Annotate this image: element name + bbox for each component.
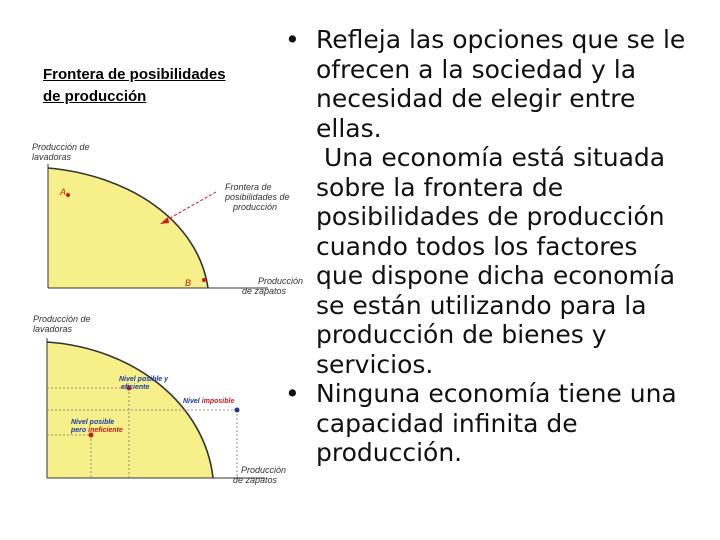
- impossible-point: [235, 408, 240, 413]
- bottom-x-axis-label: Producción de zapatos: [233, 465, 287, 485]
- label-inefficient: Nivel posible pero ineficiente: [71, 419, 123, 434]
- bullet-dot-1: •: [285, 25, 300, 54]
- bullet-list: [285, 25, 705, 468]
- label-impossible: Nivel imposible: [183, 398, 235, 405]
- label-efficient: Nivel posible y eficiente: [119, 376, 169, 391]
- bullet-dot-2: •: [285, 379, 300, 408]
- top-curve-pointer: [163, 192, 216, 222]
- top-x-axis-label: Producción de zapatos: [242, 276, 304, 296]
- bottom-ppf-chart: [25, 310, 290, 490]
- top-point-a: [66, 193, 70, 197]
- ppf-figure-top: [28, 140, 304, 300]
- top-point-b: [202, 278, 206, 282]
- top-point-b-label: B: [185, 278, 192, 288]
- top-curve-label: Frontera de posibilidades de producción: [225, 182, 290, 212]
- title-line-2: de producción: [43, 88, 147, 105]
- slide-title: [43, 64, 273, 108]
- bottom-y-axis-label: Producción de lavadoras: [33, 314, 91, 334]
- top-point-a-label: A: [60, 187, 67, 197]
- bullet-item-2: • Ninguna economía tiene una capacidad infinita de producción.: [285, 379, 677, 467]
- ppf-figure-bottom: [25, 310, 290, 490]
- bullet-item-1: • Refleja las opciones que se le ofrecen a la sociedad y la necesidad de elegir entre ellas. Una economía está situada sobre la frontera de posibilidades de producción cuando todos los factores que dispone dicha economía se están utilizando para la producción de bienes y servicios.: [285, 25, 686, 379]
- title-line-1: Frontera de posibilidades: [43, 66, 226, 83]
- top-y-axis-label: Producción de lavadoras: [32, 142, 90, 162]
- top-ppf-area: [48, 168, 208, 288]
